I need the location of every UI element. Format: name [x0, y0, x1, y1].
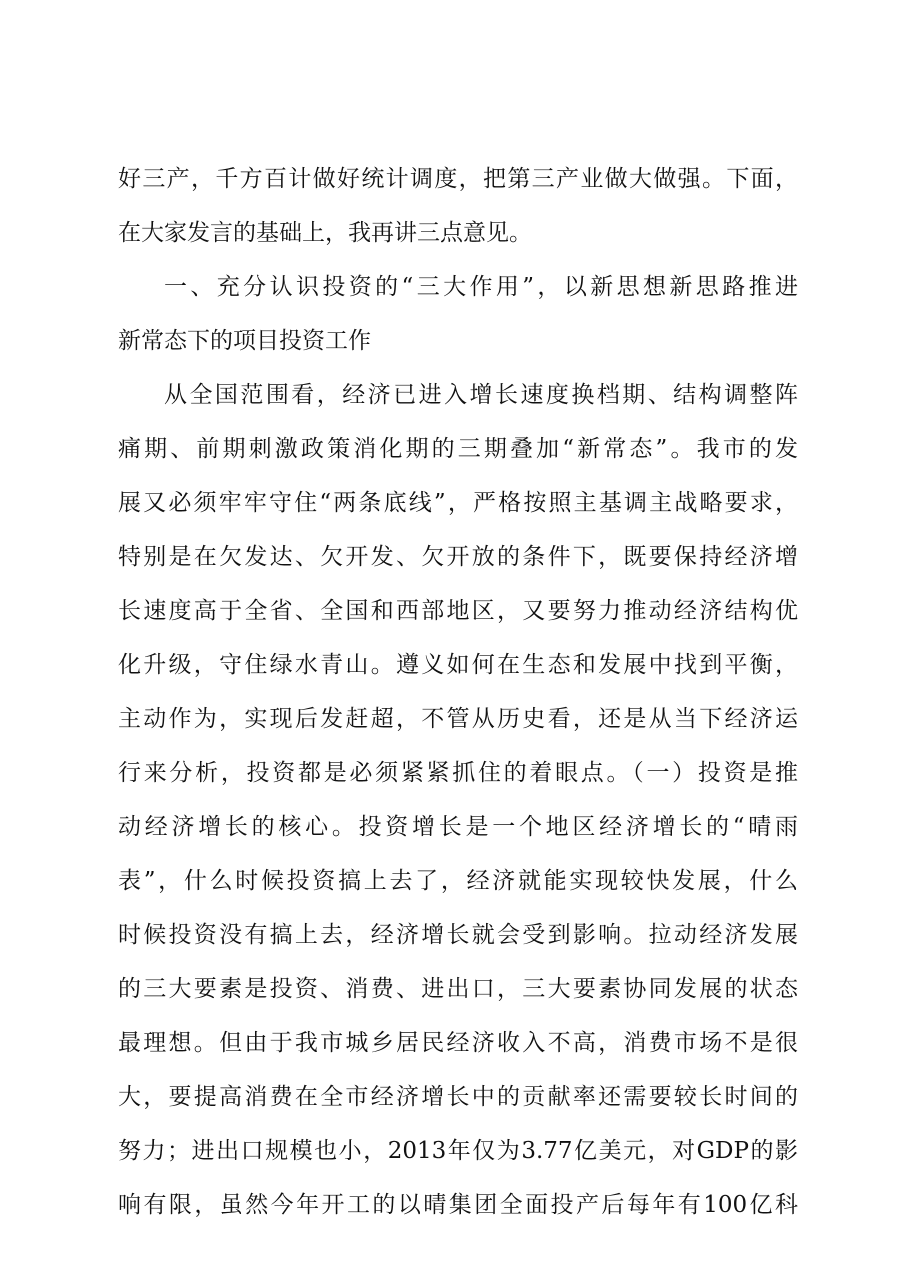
section-heading: 一、充分认识投资的“三大作用”，以新思想新思路推进 [164, 274, 798, 300]
text-line: 动经济增长的核心。投资增长是一个地区经济增长的“晴雨 [118, 814, 798, 840]
text-line: 的三大要素是投资、消费、进出口，三大要素协同发展的状态 [118, 976, 798, 1002]
text-line: 展又必须牢牢守住“两条底线”，严格按照主基调主战略要求， [118, 490, 798, 516]
text-line: 表”，什么时候投资搞上去了，经济就能实现较快发展，什么 [118, 868, 798, 894]
text-line: 时候投资没有搞上去，经济增长就会受到影响。拉动经济发展 [118, 922, 798, 948]
text-line: 努力；进出口规模也小，2013年仅为3.77亿美元，对GDP的影 [118, 1138, 798, 1164]
text-line: 在大家发言的基础上，我再讲三点意见。 [118, 220, 532, 246]
text-line: 行来分析，投资都是必须紧紧抓住的着眼点。（一）投资是推 [118, 760, 798, 786]
text-line: 最理想。但由于我市城乡居民经济收入不高，消费市场不是很 [118, 1030, 798, 1056]
text-line: 响有限，虽然今年开工的以晴集团全面投产后每年有100亿科 [118, 1192, 798, 1218]
text-line: 痛期、前期刺激政策消化期的三期叠加“新常态”。我市的发 [118, 436, 798, 462]
text-line: 长速度高于全省、全国和西部地区，又要努力推动经济结构优 [118, 598, 798, 624]
text-line: 从全国范围看，经济已进入增长速度换档期、结构调整阵 [164, 382, 798, 408]
text-line: 主动作为，实现后发赶超，不管从历史看，还是从当下经济运 [118, 706, 798, 732]
text-line: 大，要提高消费在全市经济增长中的贡献率还需要较长时间的 [118, 1084, 798, 1110]
text-line: 化升级，守住绿水青山。遵义如何在生态和发展中找到平衡， [118, 652, 798, 678]
text-line: 特别是在欠发达、欠开发、欠开放的条件下，既要保持经济增 [118, 544, 798, 570]
text-line: 好三产，千方百计做好统计调度，把第三产业做大做强。下面， [118, 166, 798, 192]
section-heading-continued: 新常态下的项目投资工作 [118, 328, 371, 354]
